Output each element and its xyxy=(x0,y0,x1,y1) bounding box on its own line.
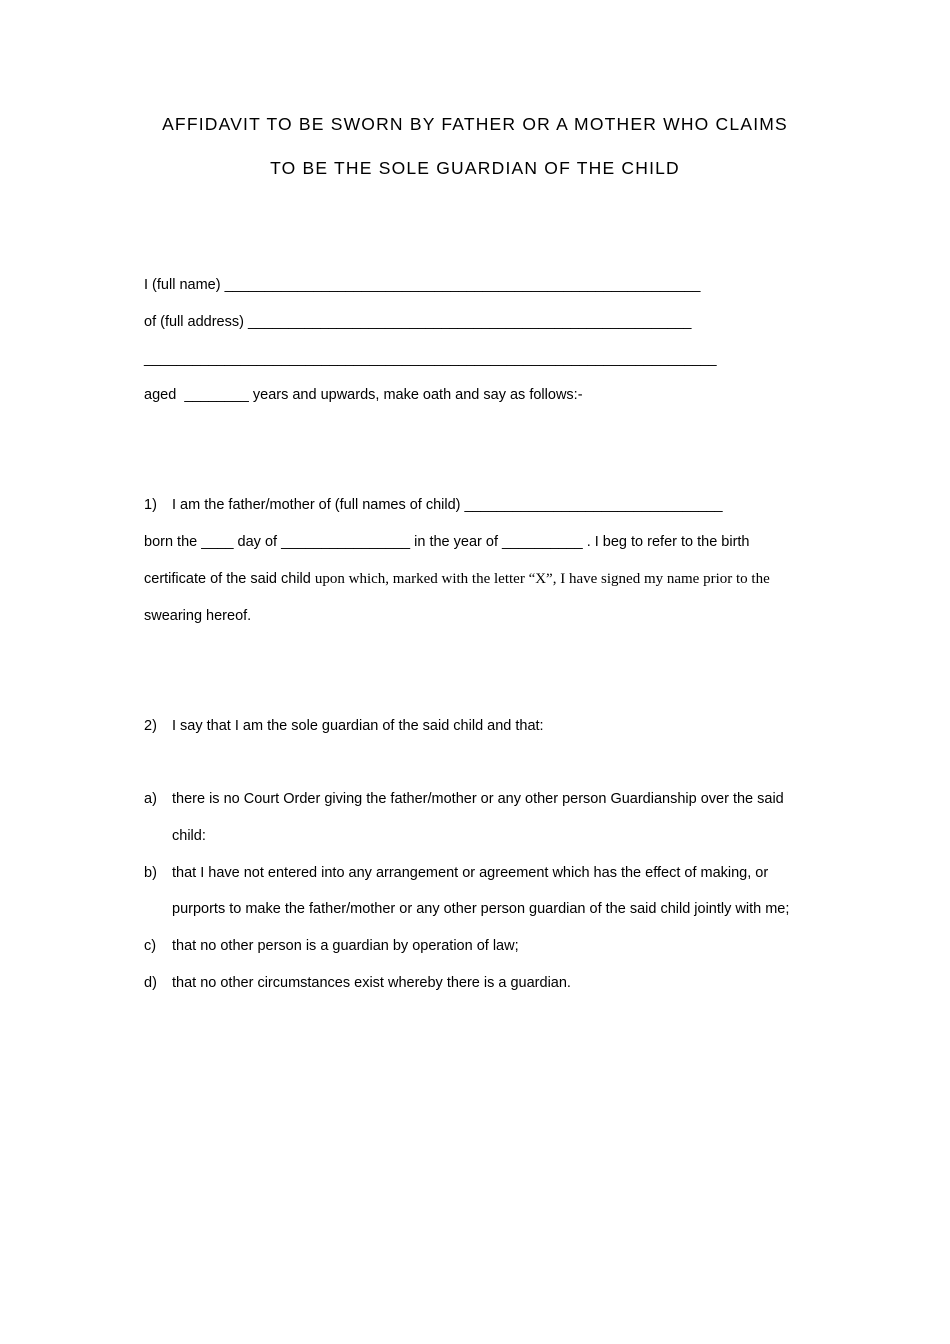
document-title-line-1: AFFIDAVIT TO BE SWORN BY FATHER OR A MOTHER WHO CLAIMS xyxy=(162,114,788,134)
day-of-label: day of xyxy=(237,534,278,550)
aged-label: aged xyxy=(144,387,177,403)
child-name-blank[interactable]: ________________________________ xyxy=(464,497,723,513)
item-b-line-1: that I have not entered into any arrangement or agreement which has the effect of making, or xyxy=(172,865,769,881)
para1-line-4: swearing hereof. xyxy=(144,608,252,624)
address-label: of (full address) xyxy=(144,314,244,330)
item-d-line-1: that no other circumstances exist whereby there is a guardian. xyxy=(172,975,571,991)
para1-line-3 xyxy=(144,569,770,589)
address-blank[interactable]: _______________________________________________________ xyxy=(247,314,692,330)
full-name-label: I (full name) xyxy=(144,277,221,293)
address-line-2 xyxy=(144,349,717,369)
para1-line-2 xyxy=(144,532,750,552)
in-year-label: in the year of xyxy=(414,534,498,550)
cert-text-b: upon which, marked with the letter “X”, I have signed my name prior to the xyxy=(314,571,770,587)
item-a-line-1: there is no Court Order giving the father/mother or any other person Guardianship over the said xyxy=(172,791,784,807)
month-blank[interactable]: ________________ xyxy=(281,534,411,550)
full-name-line xyxy=(144,275,700,295)
item-c-marker: c) xyxy=(144,938,157,954)
address-line xyxy=(144,312,692,332)
item-d-marker: d) xyxy=(144,975,157,991)
para1-text: I am the father/mother of (full names of child) xyxy=(172,497,461,513)
cert-text-a: certificate of the said child xyxy=(144,571,311,587)
day-blank[interactable]: ____ xyxy=(201,534,234,550)
item-b-line-2: purports to make the father/mother or any other person guardian of the said child jointly with me; xyxy=(172,901,790,917)
para2-number: 2) xyxy=(144,718,157,734)
item-a-marker: a) xyxy=(144,791,157,807)
year-blank[interactable]: __________ xyxy=(502,534,583,550)
address-blank-2[interactable]: _______________________________________________________________________ xyxy=(144,351,717,367)
para1-line-1 xyxy=(172,495,723,515)
item-a-line-2: child: xyxy=(172,828,206,844)
aged-line xyxy=(144,385,583,405)
aged-blank[interactable]: ________ xyxy=(184,387,249,403)
full-name-blank[interactable]: ___________________________________________________________ xyxy=(224,277,701,293)
refer-text: . I beg to refer to the birth xyxy=(586,534,750,550)
para1-number: 1) xyxy=(144,497,157,513)
para2-text: I say that I am the sole guardian of the said child and that: xyxy=(172,718,544,734)
item-c-line-1: that no other person is a guardian by operation of law; xyxy=(172,938,519,954)
aged-suffix: years and upwards, make oath and say as follows:- xyxy=(252,387,583,403)
born-label: born the xyxy=(144,534,198,550)
document-title-line-2: TO BE THE SOLE GUARDIAN OF THE CHILD xyxy=(270,158,680,178)
item-b-marker: b) xyxy=(144,865,157,881)
